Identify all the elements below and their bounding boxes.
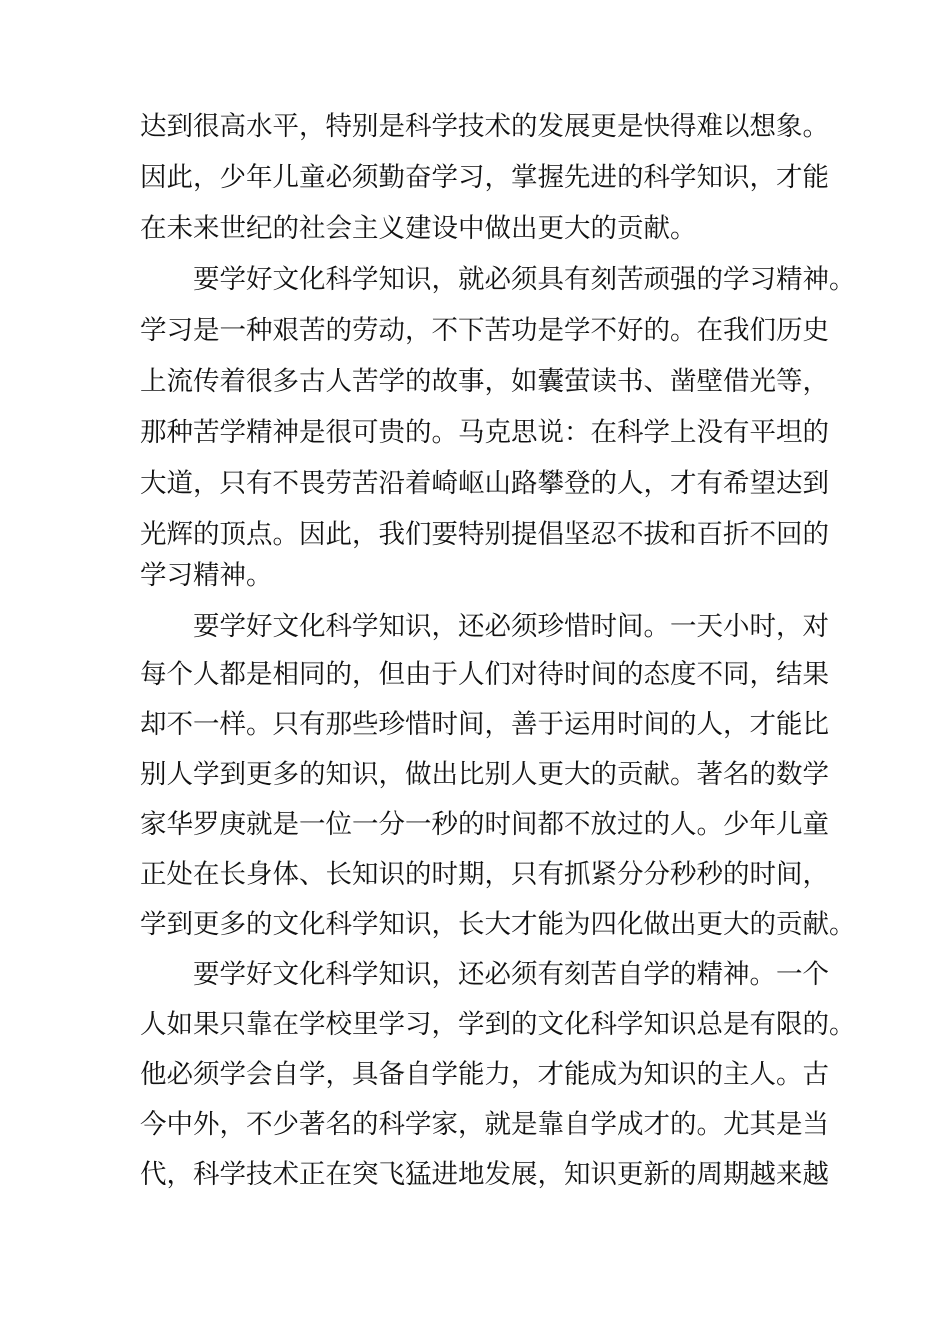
text-line: 达到很高水平，特别是科学技术的发展更是快得难以想象。	[140, 111, 829, 142]
text-line: 正处在长身体、长知识的时期，只有抓紧分分秒秒的时间，	[140, 859, 829, 890]
text-line: 因此，少年儿童必须勤奋学习，掌握先进的科学知识，才能	[140, 162, 829, 193]
paragraph-first-line: 要学好文化科学知识，还必须有刻苦自学的精神。一个	[193, 959, 829, 990]
text-line: 家华罗庚就是一位一分一秒的时间都不放过的人。少年儿童	[140, 809, 829, 840]
text-line: 人如果只靠在学校里学习，学到的文化科学知识总是有限的。	[140, 1009, 856, 1040]
text-line: 今中外，不少著名的科学家，就是靠自学成才的。尤其是当	[140, 1109, 829, 1140]
text-line: 学习精神。	[140, 560, 273, 591]
text-line: 光辉的顶点。因此，我们要特别提倡坚忍不拔和百折不回的	[140, 519, 829, 550]
text-line: 别人学到更多的知识，做出比别人更大的贡献。著名的数学	[140, 759, 829, 790]
text-line: 他必须学会自学，具备自学能力，才能成为知识的主人。古	[140, 1059, 829, 1090]
text-line: 上流传着很多古人苦学的故事，如囊萤读书、凿壁借光等，	[140, 366, 829, 397]
paragraph-first-line: 要学好文化科学知识，就必须具有刻苦顽强的学习精神。	[193, 264, 856, 295]
text-line: 大道，只有不畏劳苦沿着崎岖山路攀登的人，才有希望达到	[140, 468, 829, 499]
text-line: 那种苦学精神是很可贵的。马克思说：在科学上没有平坦的	[140, 417, 829, 448]
text-line: 代，科学技术正在突飞猛进地发展，知识更新的周期越来越	[140, 1159, 829, 1190]
text-line: 每个人都是相同的，但由于人们对待时间的态度不同，结果	[140, 659, 829, 690]
paragraph-first-line: 要学好文化科学知识，还必须珍惜时间。一天小时，对	[193, 611, 829, 642]
text-line: 学到更多的文化科学知识，长大才能为四化做出更大的贡献。	[140, 909, 856, 940]
text-line: 学习是一种艰苦的劳动，不下苦功是学不好的。在我们历史	[140, 315, 829, 346]
text-line: 在未来世纪的社会主义建设中做出更大的贡献。	[140, 213, 697, 244]
text-line: 却不一样。只有那些珍惜时间，善于运用时间的人，才能比	[140, 709, 829, 740]
